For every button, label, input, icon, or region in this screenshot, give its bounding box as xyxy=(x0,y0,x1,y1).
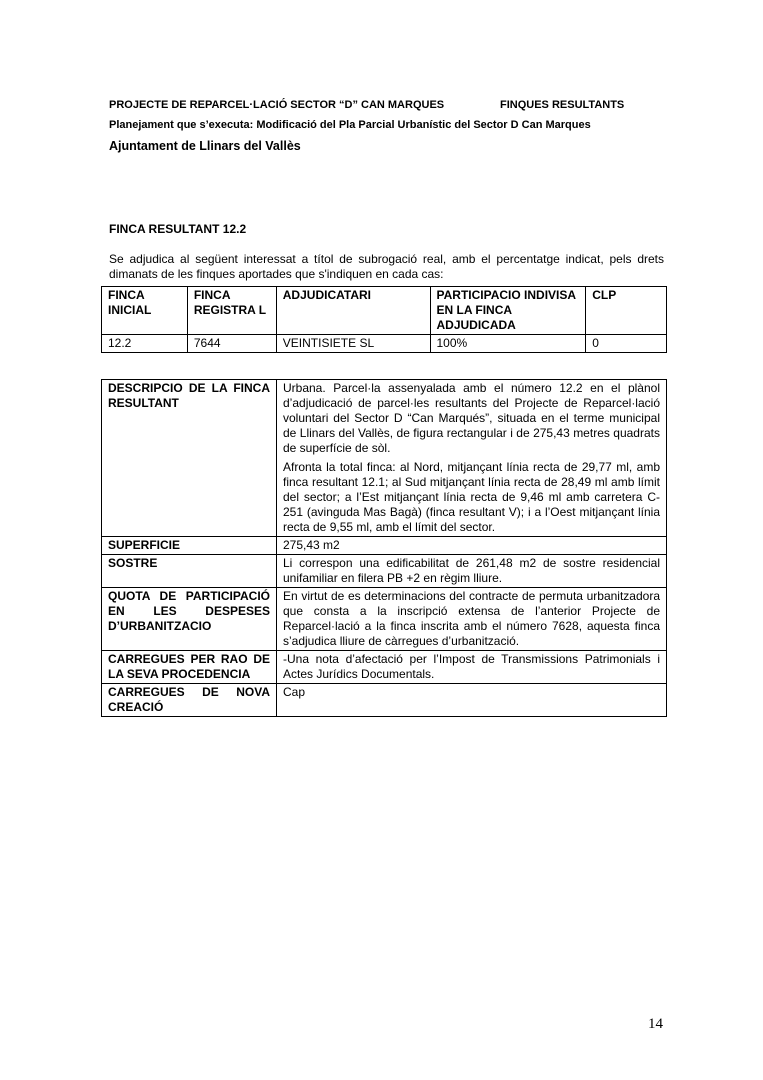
table-row xyxy=(102,588,667,651)
row-label-quota: QUOTA DE PARTICIPACIÓ EN LES DESPESES D’URBANITZACIO xyxy=(102,588,277,651)
finca-intro: Se adjudica al següent interessat a títol de subrogació real, amb el percentatge indicat, pels drets dimanats de les finques aportades que s'indiquen en cada cas: xyxy=(109,252,664,281)
table-row xyxy=(102,651,667,684)
cell-clp: 0 xyxy=(586,335,667,353)
description-table xyxy=(101,379,667,717)
col-header-clp: CLP xyxy=(586,287,667,335)
page-number: 14 xyxy=(648,1016,663,1032)
row-value-carregues-nova: Cap xyxy=(277,684,667,717)
row-value-sostre: Li correspon una edificabilitat de 261,48 m2 de sostre residencial unifamiliar en filera PB +2 en règim lliure. xyxy=(277,555,667,588)
table-row xyxy=(102,380,667,537)
row-value-quota: En virtut de es determinacions del contracte de permuta urbanitzadora que consta a la inscripció extensa de l’anterior Projecte de Reparcel·lació a la finca inscrita amb el número 7628, aquesta finca s’adjudica lliure de càrregues d’urbanització. xyxy=(277,588,667,651)
descripcio-paragraph-2: Afronta la total finca: al Nord, mitjançant línia recta de 29,77 ml, amb finca resultant 12.1; al Sud mitjançant línia recta de 28,49 ml amb límit del sector; a l’Est mitjançant línia recta de 9,46 ml amb carretera C- 251 (avinguda Mas Bagà) (finca resultant V); i a l’Oest mitjançant línia recta de 9,55 ml, amb el límit del sector. xyxy=(283,460,660,534)
planning-line: Planejament que s’executa: Modificació del Pla Parcial Urbanístic del Sector D Can Marques xyxy=(109,119,591,131)
row-label-sostre: SOSTRE xyxy=(102,555,277,588)
col-header-finca-inicial: FINCA INICIAL xyxy=(102,287,188,335)
row-value-carregues-procedencia: -Una nota d’afectació per l’Impost de Transmissions Patrimonials i Actes Jurídics Documentals. xyxy=(277,651,667,684)
table-row xyxy=(102,537,667,555)
table-header-row xyxy=(102,287,667,335)
cell-finca-registral: 7644 xyxy=(187,335,276,353)
council-name: Ajuntament de Llinars del Vallès xyxy=(109,139,301,153)
row-label-carregues-procedencia: CARREGUES PER RAO DE LA SEVA PROCEDENCIA xyxy=(102,651,277,684)
row-label-carregues-nova: CARREGUES DE NOVA CREACIÓ xyxy=(102,684,277,717)
cell-finca-inicial: 12.2 xyxy=(102,335,188,353)
row-value-descripcio xyxy=(277,380,667,537)
row-label-superficie: SUPERFICIE xyxy=(102,537,277,555)
col-header-adjudicatari: ADJUDICATARI xyxy=(276,287,430,335)
cell-participacio: 100% xyxy=(430,335,586,353)
table-row xyxy=(102,555,667,588)
row-value-superficie: 275,43 m2 xyxy=(277,537,667,555)
col-header-finca-registral: FINCA REGISTRA L xyxy=(187,287,276,335)
header-line-1 xyxy=(109,99,669,111)
row-label-descripcio: DESCRIPCIO DE LA FINCA RESULTANT xyxy=(102,380,277,537)
adjudication-table xyxy=(101,286,667,353)
finca-title: FINCA RESULTANT 12.2 xyxy=(109,222,247,236)
col-header-participacio: PARTICIPACIO INDIVISA EN LA FINCA ADJUDICADA xyxy=(430,287,586,335)
project-title: PROJECTE DE REPARCEL·LACIÓ SECTOR “D” CAN MARQUES xyxy=(109,99,445,111)
descripcio-paragraph-1: Urbana. Parcel·la assenyalada amb el número 12.2 en el plànol d’adjudicació de parcel·les resultants del Projecte de Reparcel·lació voluntari del Sector D “Can Marqués”, situada en el terme municipal de Llinars del Vallès, de figura rectangular i de 275,43 metres quadrats de superfície de sòl. xyxy=(283,381,660,455)
table-row xyxy=(102,335,667,353)
cell-adjudicatari: VEINTISIETE SL xyxy=(276,335,430,353)
table-row xyxy=(102,684,667,717)
section-label: FINQUES RESULTANTS xyxy=(500,99,625,111)
